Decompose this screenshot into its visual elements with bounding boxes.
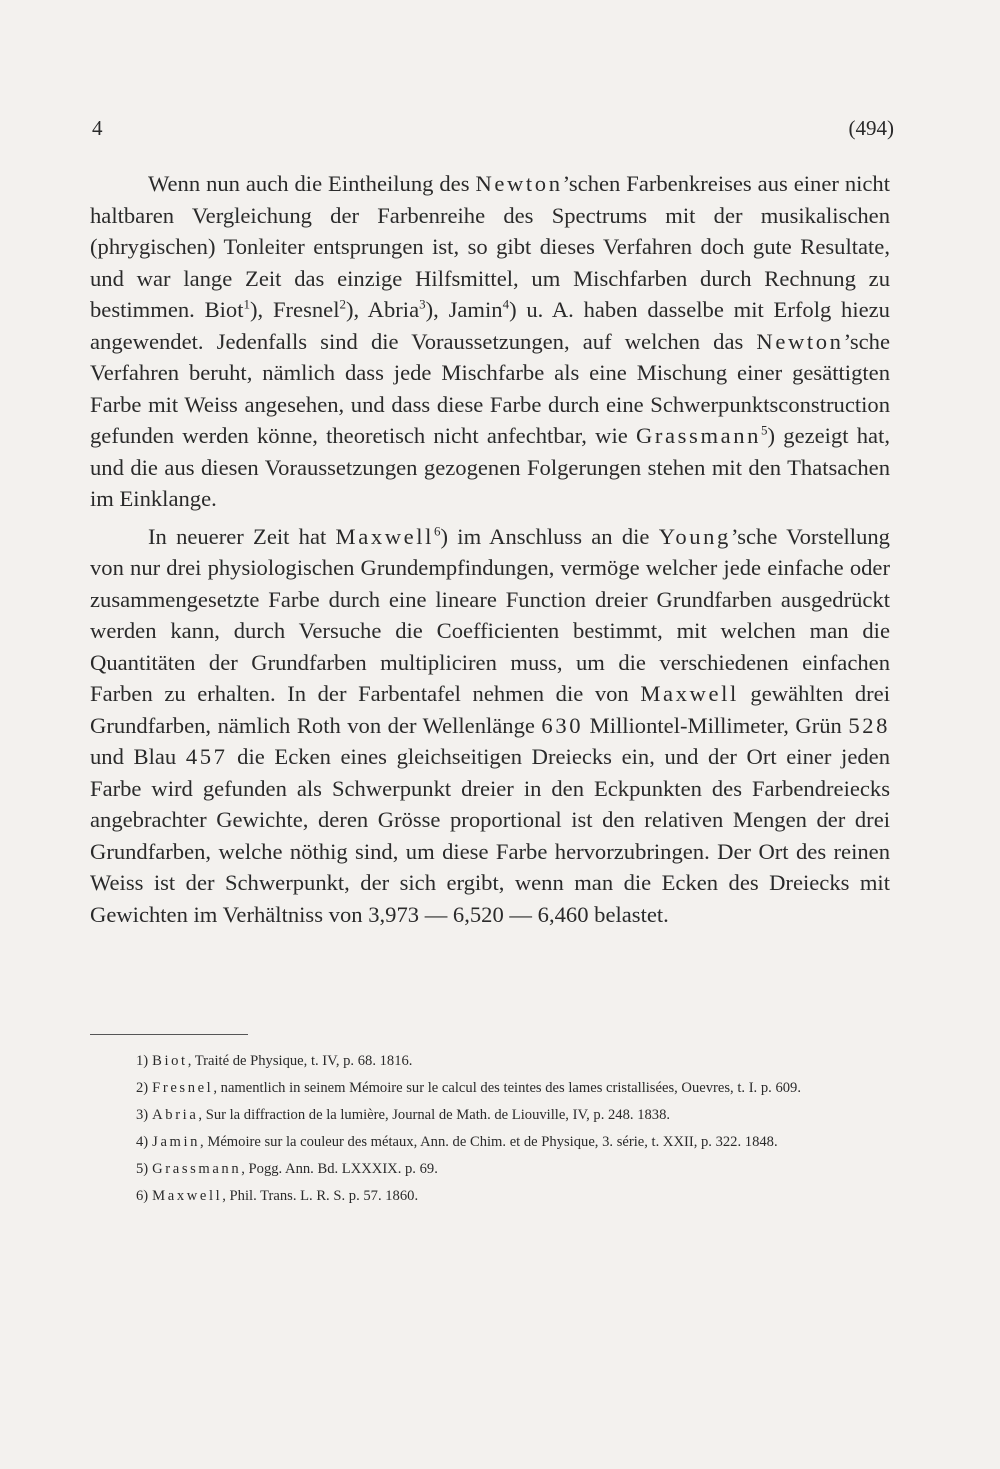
footnote-ref: 4	[502, 296, 510, 312]
weight-ratio: 3,973 — 6,520 — 6,460	[368, 901, 589, 927]
footnote-author: Biot	[152, 1053, 188, 1069]
paragraph-2	[90, 521, 890, 931]
text-run: ’sche Verfahren beruht, nämlich dass jede Mischfarbe als eine Mischung einer gesättigten Farbe mit Weiss angesehen, und dass diese Farbe durch eine Schwerpunktsconstruction gefunden werden könne, theoretisch nicht anfechtbar, wie	[90, 328, 890, 448]
text-run: die Ecken eines gleichseitigen Dreiecks ein, und der Ort einer jeden Farbe wird gefunden als Schwerpunkt dreier in den Eckpunkten des Farbendreiecks angebrachter Gewichte, deren Grösse proportional ist den relativen Mengen der drei Grundfarben, welche nöthig sind, um diese Farbe hervorzubringen. Der Ort des reinen Weiss ist der Schwerpunkt, der sich ergibt, wenn man die Ecken des Dreiecks mit Gewichten im Verhältniss von	[90, 744, 890, 927]
footnote-ref: 6	[434, 522, 441, 538]
name-maxwell: Maxwell	[335, 523, 435, 549]
footnote-text: , Traité de Physique, t. IV, p. 68. 1816.	[187, 1053, 413, 1069]
footnote-number: 3)	[136, 1107, 149, 1123]
text-run: gewählten drei Grundfarben, nämlich Roth von der Wellenlänge	[90, 681, 890, 738]
text-run: und Blau	[90, 744, 186, 769]
footnote-number: 4)	[136, 1134, 149, 1150]
footnote-author: Maxwell	[152, 1188, 223, 1204]
text-run: ) im Anschluss an die	[440, 523, 659, 549]
paragraph-1	[90, 168, 890, 515]
footnote-1	[90, 1050, 890, 1072]
number-630: 630	[541, 712, 584, 738]
body-text	[90, 168, 890, 930]
footnote-5	[90, 1158, 890, 1180]
footnotes	[90, 1050, 890, 1212]
text-run: ), Jamin	[425, 297, 503, 322]
footnote-author: Jamin	[152, 1134, 201, 1150]
footnote-4	[90, 1131, 890, 1153]
footnote-number: 2)	[136, 1080, 149, 1096]
footnote-number: 1)	[136, 1053, 149, 1069]
footnote-author: Grassmann	[152, 1161, 242, 1177]
footnote-text: , namentlich in seinem Mémoire sur le calcul des teintes des lames cristallisées, Ouevres, t. I. p. 609.	[213, 1080, 801, 1096]
text-run: Wenn nun auch die Eintheilung des	[148, 171, 476, 196]
footnote-author: Abria	[152, 1107, 199, 1123]
text-run: ) u. A. haben dasselbe mit Erfolg hiezu angewendet. Jedenfalls sind die Voraussetzungen, auf welchen das	[90, 297, 890, 354]
footnote-ref: 3	[419, 296, 426, 312]
footnote-divider	[90, 1034, 248, 1035]
name-newton: Newton	[475, 171, 563, 196]
footnote-author: Fresnel	[152, 1080, 214, 1096]
text-run: ’schen Farbenkreises aus einer nicht haltbaren Vergleichung der Farbenreihe des Spectrums mit der musikalischen (phrygischen) Tonleiter entsprungen ist, so gibt dieses Verfahren doch gute Resultate, und war lange Zeit das einzige Hilfsmittel, um Mischfarben durch Rechnung zu bestimmen. Biot	[90, 171, 890, 322]
footnote-3	[90, 1104, 890, 1126]
footnote-number: 6)	[136, 1188, 149, 1204]
name-newton: Newton	[756, 328, 844, 354]
text-run: ), Abria	[345, 297, 420, 322]
page-number: 4	[92, 116, 103, 140]
text-run: Milliontel-Millimeter, Grün	[583, 712, 849, 738]
name-maxwell: Maxwell	[640, 681, 739, 706]
footnote-6	[90, 1185, 890, 1207]
footnote-text: , Pogg. Ann. Bd. LXXXIX. p. 69.	[241, 1161, 438, 1177]
text-run: belastet.	[588, 901, 669, 927]
footnote-text: , Sur la diffraction de la lumière, Journal de Math. de Liouville, IV, p. 248. 1838.	[198, 1107, 671, 1123]
footnote-text: , Phil. Trans. L. R. S. p. 57. 1860.	[222, 1188, 419, 1204]
name-young: Young	[658, 523, 731, 549]
footnote-number: 5)	[136, 1161, 149, 1177]
footnote-ref: 5	[761, 422, 768, 438]
footnote-ref: 1	[243, 296, 250, 312]
footnote-2	[90, 1077, 890, 1099]
footnote-text: , Mémoire sur la couleur des métaux, Ann. de Chim. et de Physique, 3. série, t. XXII, p. 322. 1848.	[200, 1134, 778, 1150]
original-page-number: (494)	[848, 116, 894, 140]
number-528: 528	[848, 712, 891, 738]
number-457: 457	[185, 744, 228, 769]
footnote-ref: 2	[339, 296, 346, 312]
text-run: ), Fresnel	[250, 297, 340, 322]
text-run: ’sche Vorstellung von nur drei physiologischen Grundempfindungen, vermöge welcher jede einfache oder zusammengesetzte Farbe durch eine lineare Function dreier Grundfarben ausgedrückt werden kann, durch Versuche die Coefficienten bestimmt, mit welchen man die Quantitäten der Grundfarben multipliciren muss, um die verschiedenen einfachen Farben zu erhalten. In der Farbentafel nehmen die von	[90, 523, 890, 706]
name-grassmann: Grassmann	[635, 423, 762, 448]
text-run: ) gezeigt hat, und die aus diesen Voraussetzungen gezogenen Folgerungen stehen mit den Thatsachen im Einklange.	[90, 423, 891, 511]
text-run: In neuerer Zeit hat	[148, 523, 336, 549]
